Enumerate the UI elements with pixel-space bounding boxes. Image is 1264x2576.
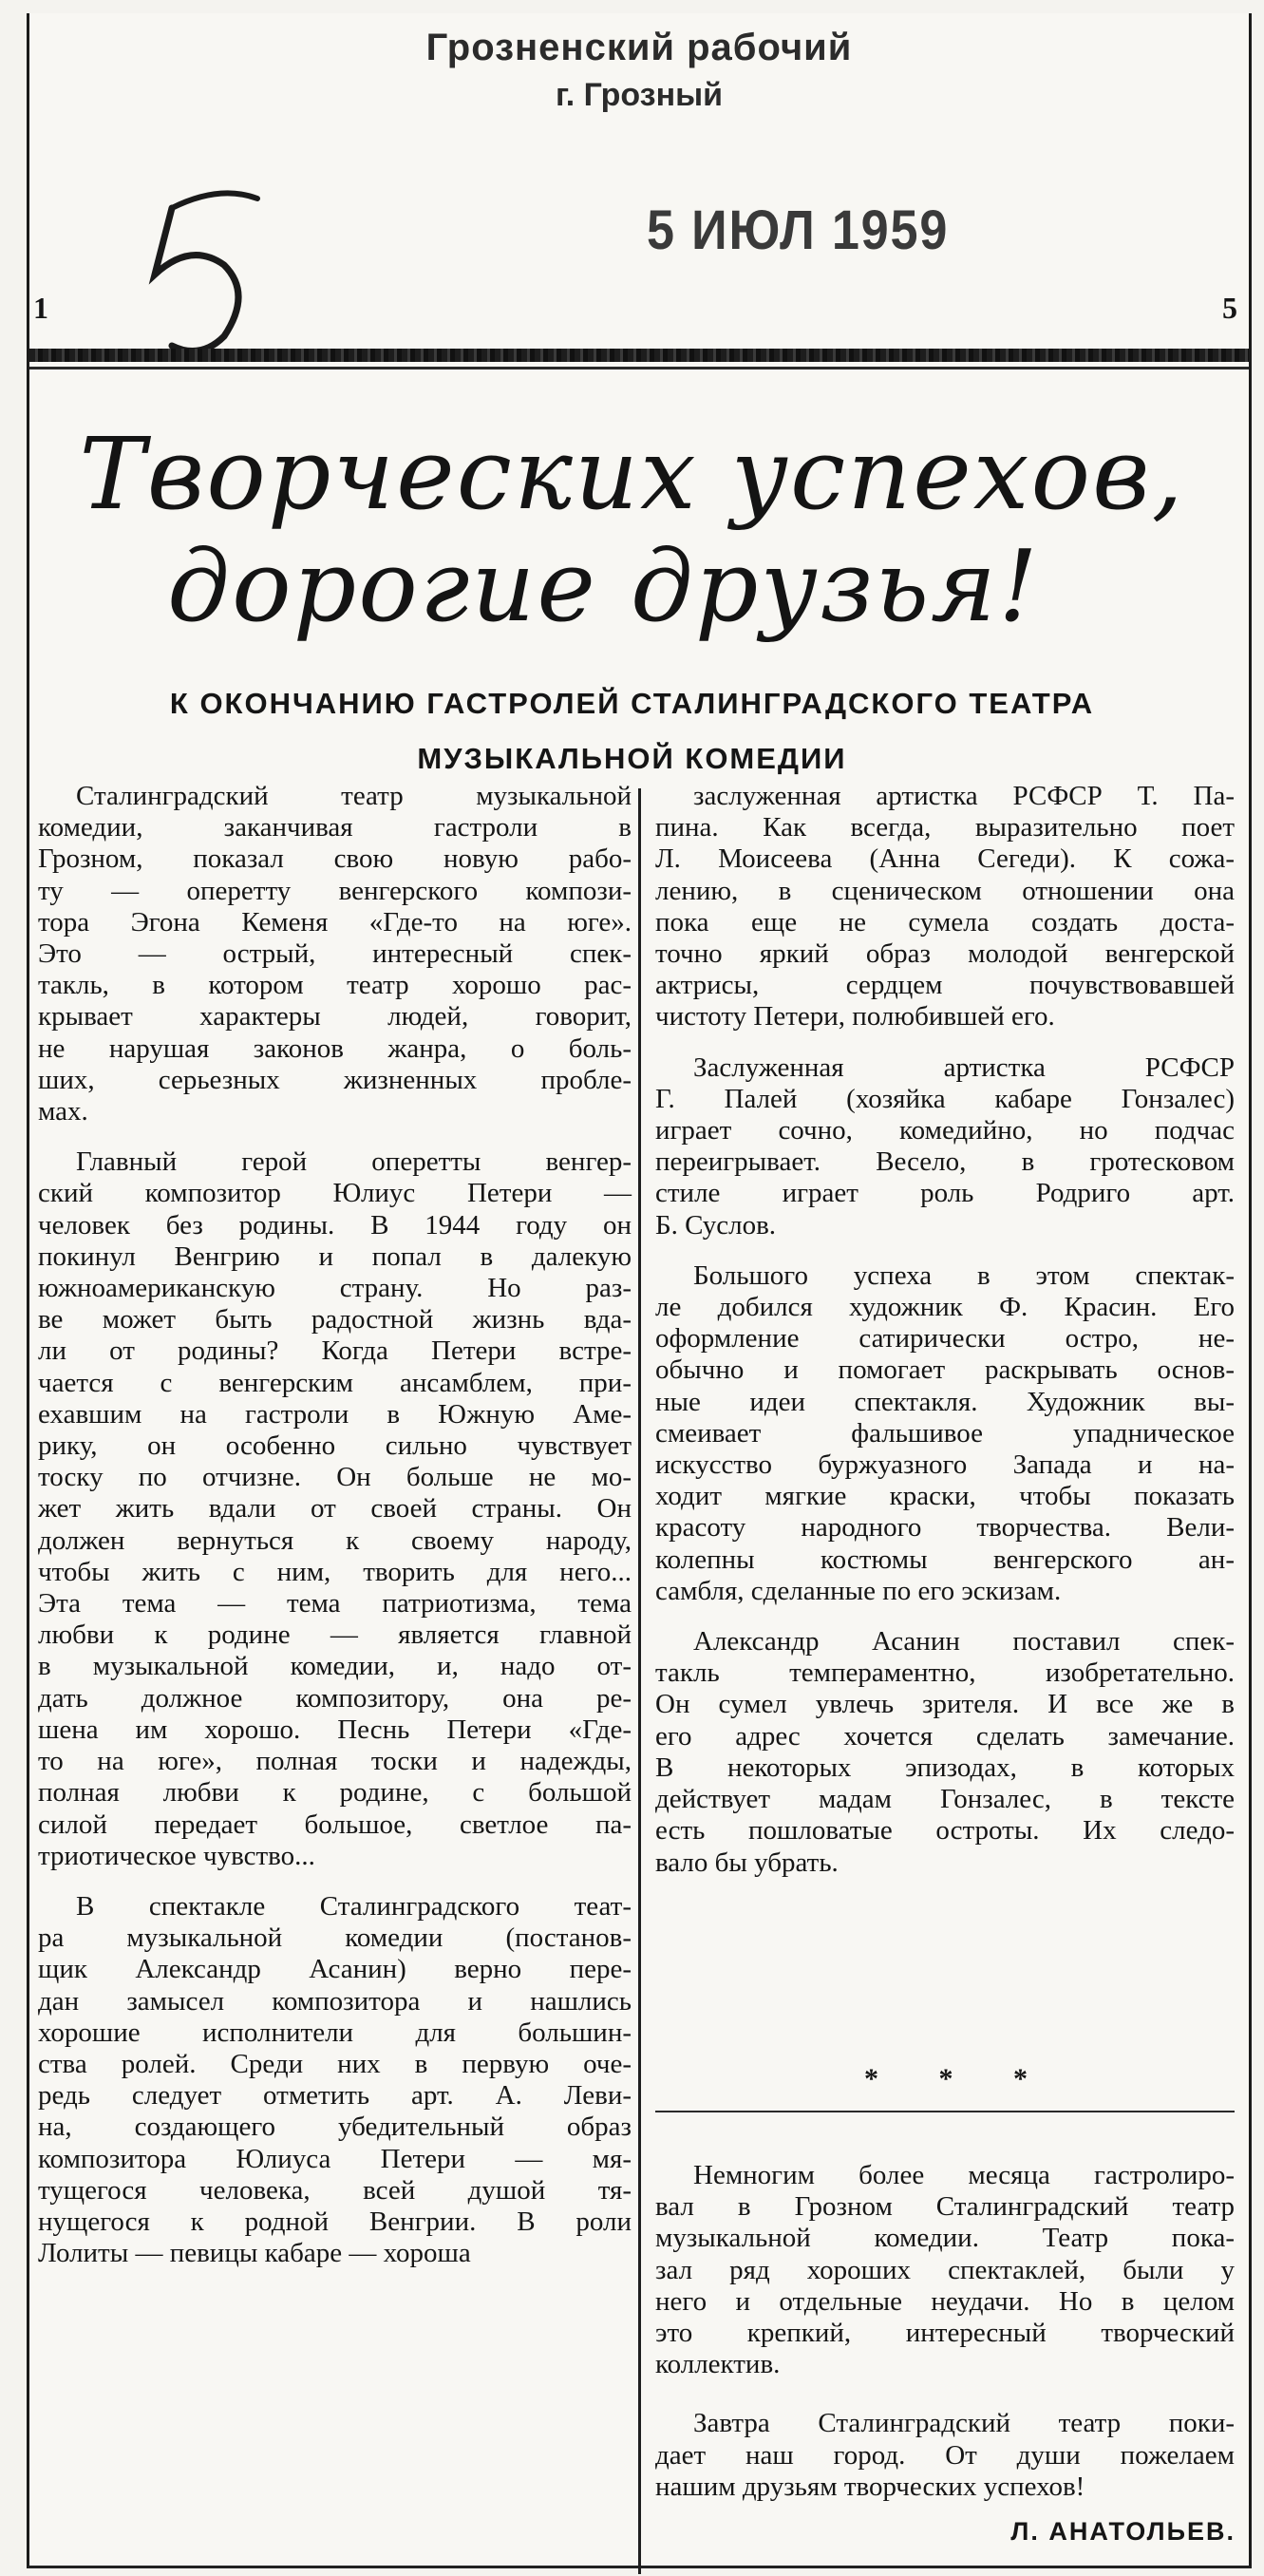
headline-line-1: Творческих успехов, [79,416,1185,532]
text-line: него и отдельные неудачи. Но в целом [655,2285,1235,2317]
text-line: редь следует отметить арт. А. Леви- [38,2080,632,2112]
text-line: нашим друзьям творческих успехов! [655,2471,1085,2502]
closing-rule [655,2111,1235,2112]
text-line: зал ряд хороших спектаклей, были у [655,2254,1235,2285]
rule-divider [29,367,1249,369]
text-line: шена им хорошо. Песнь Петери «Где- [38,1714,632,1745]
text-line: ра музыкальной комедии (постанов- [38,1923,632,1954]
text-line: любви к родине — является главной [38,1619,632,1651]
text-line: жет жить вдали от своей страны. Он [38,1493,632,1525]
text-line: есть пошловатые остроты. Их следо- [655,1815,1235,1847]
author-signature: Л. АНАТОЛЬЕВ. [1010,2517,1236,2546]
text-line: переигрывает. Весело, в гротесковом [655,1146,1235,1178]
text-line: точно яркий образ молодой венгерской [655,938,1235,970]
paragraph [655,1052,1235,1241]
text-line: ехавшим на гастроли в Южную Аме- [38,1398,632,1430]
text-line: В некоторых эпизодах, в которых [655,1752,1235,1783]
text-line: нущегося к родной Венгрии. В роли [38,2206,632,2237]
right-column [655,781,1235,1879]
text-line: Г. Палей (хозяйка кабаре Гонзалес) [655,1083,1235,1114]
text-line: коллектив. [655,2349,781,2380]
article-subheading [0,676,1264,786]
text-line: крывает характеры людей, говорит, [38,1001,632,1032]
decorative-rule [29,349,1249,362]
paragraph [655,2408,1235,2503]
text-line: действует мадам Гонзалес, в тексте [655,1784,1235,1815]
text-line: Большого успеха в этом спектак- [693,1260,1235,1291]
text-line: Лолиты — певицы кабаре — хороша [38,2238,471,2269]
newspaper-city: г. Грозный [555,77,724,113]
paragraph-gap [655,1033,1235,1052]
text-line: чается с венгерским ансамблем, при- [38,1367,632,1398]
text-line: актрисы, сердцем почувствовавшей [655,970,1235,1001]
text-line: Б. Суслов. [655,1209,777,1241]
paragraph [655,1626,1235,1879]
text-line: тущегося человека, всей душой тя- [38,2174,632,2206]
text-line: ту — оперетту венгерского компози- [38,875,632,906]
text-line: комедии, заканчивая гастроли в [38,812,632,843]
text-line: тоску по отчизне. Он больше не мо- [38,1462,632,1493]
text-line: пина. Как всегда, выразительно поет [655,812,1235,843]
text-line: смеивает фальшивое упадническое [655,1417,1235,1449]
text-line: композитора Юлиуса Петери — мя- [38,2143,632,2174]
text-line: искусство буржуазного Запада и на- [655,1449,1235,1481]
text-line: то на юге», полная тоски и надежды, [38,1746,632,1777]
text-line: дает наш город. От души пожелаем [655,2439,1235,2471]
text-line: Завтра Сталинградский театр поки- [693,2408,1235,2439]
subhead-line-2: МУЗЫКАЛЬНОЙ КОМЕДИИ [417,742,847,775]
text-line: дать должное композитору, она ре- [38,1682,632,1714]
text-line: ский композитор Юлиус Петери — [38,1178,632,1209]
paragraph-gap [655,1607,1235,1626]
text-line: дан замысел композитора и нашлись [38,1985,632,2017]
text-line: должен вернуться к своему народу, [38,1525,632,1556]
text-line: такль, в котором театр хорошо рас- [38,970,632,1001]
text-line: колепны костюмы венгерского ан- [655,1544,1235,1575]
text-line: чистоту Петери, полюбившей его. [655,1001,1055,1032]
text-line: ходит мягкие краски, чтобы показать [655,1481,1235,1512]
date-stamp: 5 ИЮЛ 1959 [647,199,950,261]
text-line: хорошие исполнители для большин- [38,2017,632,2048]
headline-line-2: дорогие друзья! [167,528,1040,644]
paragraph-gap [38,1872,632,1891]
text-line: в музыкальной комедии, и, надо от- [38,1651,632,1682]
text-line: самбля, сделанные по его эскизам. [655,1575,1062,1606]
subhead-line-1: К ОКОНЧАНИЮ ГАСТРОЛЕЙ СТАЛИНГРАДСКОГО ТЕАТРА [169,687,1095,720]
text-line: южноамериканскую страну. Но раз- [38,1273,632,1304]
text-line: пока еще не сумела создать доста- [655,906,1235,938]
text-line: ле добился художник Ф. Красин. Его [655,1292,1235,1323]
text-line: рику, он особенно сильно чувствует [38,1430,632,1462]
text-line: вал в Грозном Сталинградский театр [655,2191,1235,2223]
text-line: обычно и помогает раскрывать основ- [655,1354,1235,1386]
text-line: Главный герой оперетты венгер- [76,1146,632,1178]
text-line: тора Эгона Кеменя «Где-то на юге». [38,906,632,938]
text-line: играет сочно, комедийно, но подчас [655,1115,1235,1146]
text-line: Сталинградский театр музыкальной [76,781,632,811]
text-line: полная любви к родине, с большой [38,1777,632,1809]
text-line: В спектакле Сталинградского теат- [76,1890,632,1922]
text-line: музыкальной комедии. Театр пока- [655,2223,1235,2254]
paragraph [38,781,632,1127]
text-line: триотическое чувство... [38,1840,315,1871]
text-line: мах. [38,1096,88,1127]
text-line: на, создающего убедительный образ [38,2112,632,2143]
section-separator: * * * [864,2063,1054,2094]
text-line: такль темпераментно, изобретательно. [655,1657,1235,1689]
paragraph [655,781,1235,1033]
text-line: человек без родины. В 1944 году он [38,1209,632,1241]
article-headline [0,418,1264,642]
text-line: Заслуженная артистка РСФСР [693,1051,1235,1083]
text-line: красоту народного творчества. Вели- [655,1512,1235,1544]
text-line: Александр Асанин поставил спек- [693,1626,1235,1657]
text-line: вало бы убрать. [655,1847,839,1878]
text-line: его адрес хочется сделать замечание. [655,1720,1235,1752]
text-line: Л. Моисеева (Анна Сегеди). К сожа- [655,843,1235,875]
paragraph-gap [655,1241,1235,1260]
text-line: не нарушая законов жанра, о боль- [38,1032,632,1064]
handwritten-number-mark [134,175,286,365]
paragraph [655,1260,1235,1607]
text-line: Это — острый, интересный спек- [38,938,632,970]
text-line: Немногим более месяца гастролиро- [693,2160,1235,2190]
masthead [29,27,1249,114]
text-line: силой передает большое, светлое па- [38,1809,632,1840]
paragraph [655,2160,1235,2380]
paragraph [38,1146,632,1872]
text-line: стиле играет роль Родриго арт. [655,1178,1235,1209]
text-line: оформление сатирически остро, не- [655,1323,1235,1354]
closing-section [655,2132,1235,2530]
text-line: лению, в сценическом отношении она [655,875,1235,906]
text-line: Грозном, показал свою новую рабо- [38,843,632,875]
text-line: ства ролей. Среди них в первую оче- [38,2048,632,2079]
paragraph [38,1891,632,2269]
text-line: это крепкий, интересный творческий [655,2318,1235,2349]
text-line: ные идеи спектакля. Художник вы- [655,1386,1235,1417]
page-number-left: 1 [33,291,48,325]
text-line: щик Александр Асанин) верно пере- [38,1954,632,1985]
left-column [38,781,632,2269]
column-divider [638,788,641,2574]
text-line: ших, серьезных жизненных пробле- [38,1064,632,1095]
page-number-right: 5 [1222,291,1237,325]
text-line: Эта тема — тема патриотизма, тема [38,1588,632,1619]
text-line: Он сумел увлечь зрителя. И все же в [655,1689,1235,1720]
text-line: чтобы жить с ним, творить для него... [38,1556,632,1587]
text-line: заслуженная артистка РСФСР Т. Па- [693,781,1235,811]
newspaper-name: Грозненский рабочий [425,27,853,68]
text-line: покинул Венгрию и попал в далекую [38,1241,632,1272]
paragraph-gap [38,1127,632,1146]
text-line: ве может быть радостной жизнь вда- [38,1304,632,1335]
text-line: ли от родины? Когда Петери встре- [38,1335,632,1367]
